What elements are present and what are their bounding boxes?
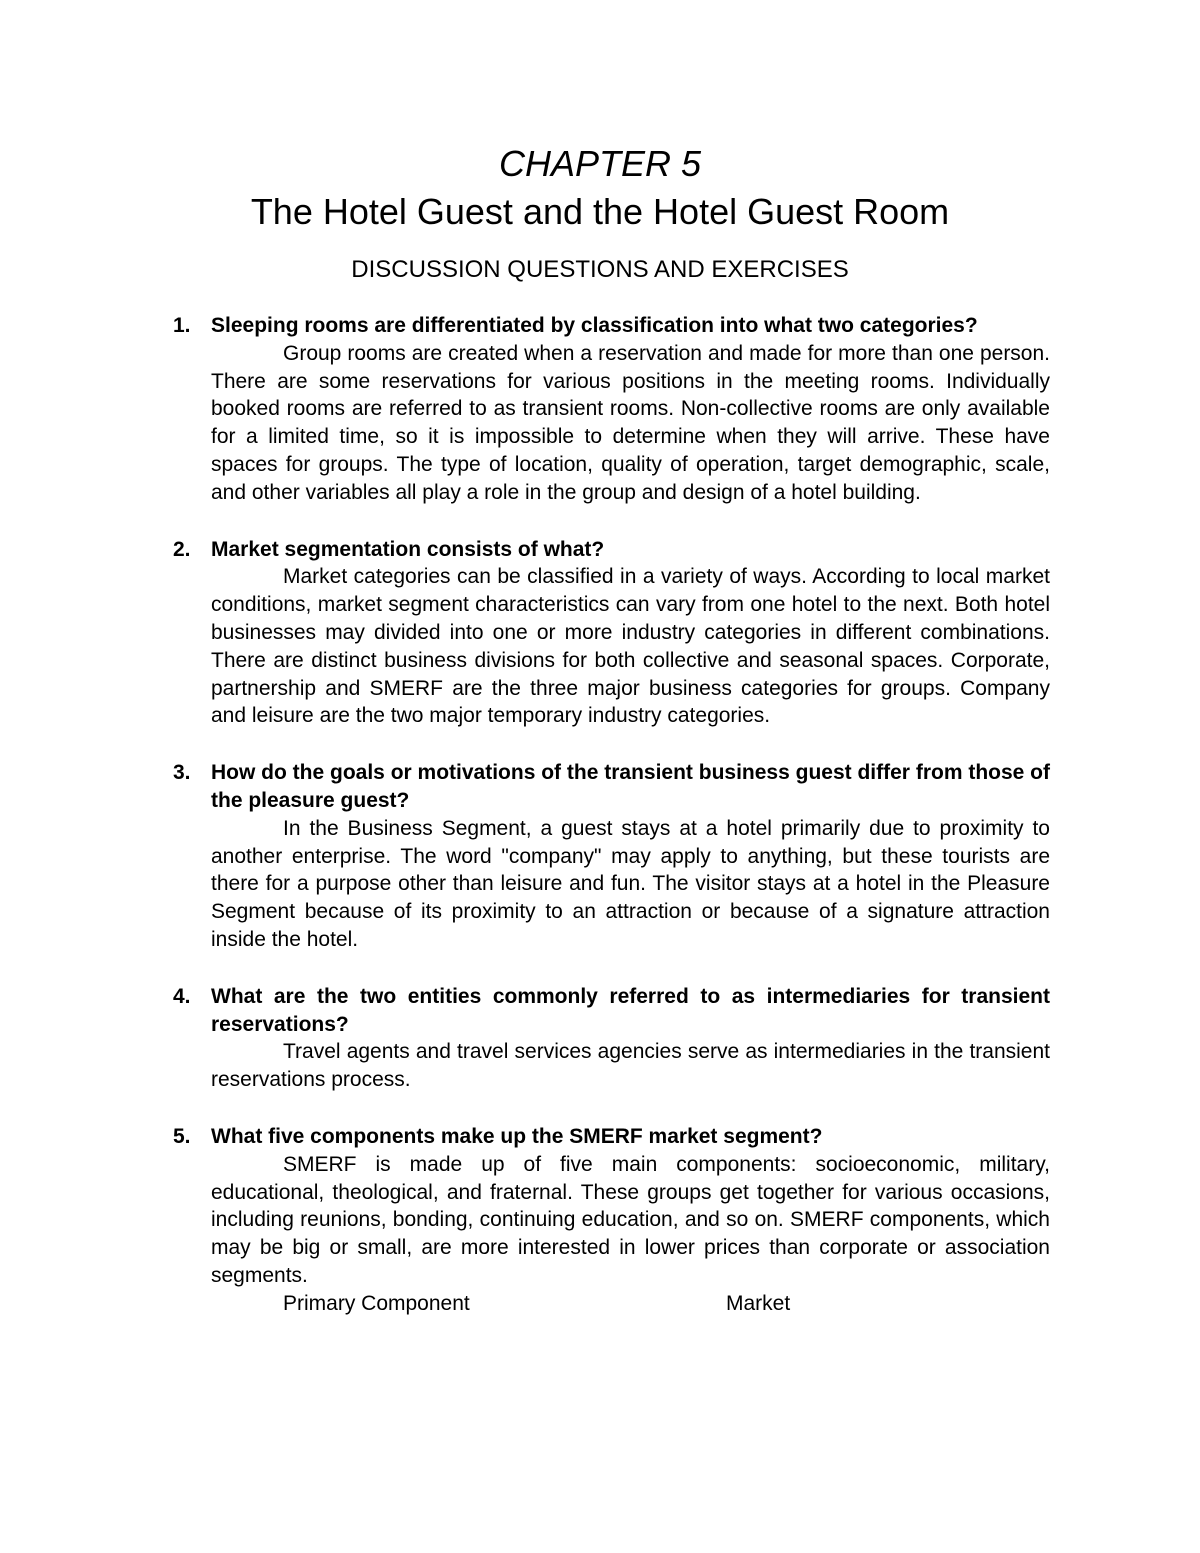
- chapter-title: The Hotel Guest and the Hotel Guest Room: [250, 191, 950, 232]
- question-text: What five components make up the SMERF market segment?: [211, 1124, 823, 1148]
- question-number: 3.: [173, 761, 191, 785]
- question-item: [173, 1123, 1050, 1318]
- question-text: What are the two entities commonly referred to as intermediaries for transient reservations?: [211, 984, 1050, 1036]
- chapter-heading: CHAPTER 5: [498, 143, 702, 184]
- answer-text: SMERF is made up of five main components: socioeconomic, military, educational, theological, and fraternal. These groups get together for various occasions, including reunions, bonding, continuing education, and so on. SMERF components, which may be big or small, are more interested in lower prices than corporate or association segments.: [211, 1152, 1050, 1287]
- market-header: Market: [726, 1291, 791, 1315]
- answer-text: Group rooms are created when a reservation and made for more than one person. There are some reservations for various positions in the meeting rooms. Individually booked rooms are referred to as transient rooms. Non-collective rooms are only available for a limited time, so it is impossible to determine when they will arrive. These have spaces for groups. The type of location, quality of operation, target demographic, scale, and other variables all play a role in the group and design of a hotel building.: [211, 341, 1050, 504]
- question-list: [173, 312, 1050, 1347]
- answer-text: Market categories can be classified in a variety of ways. According to local market conditions, market segment characteristics can vary from one hotel to the next. Both hotel businesses may divided into one or more industry categories in different combinations. There are distinct business divisions for both collective and seasonal spaces. Corporate, partnership and SMERF are the three major business categories for groups. Company and leisure are the two major temporary industry categories.: [211, 565, 1050, 728]
- primary-component-header: Primary Component: [283, 1291, 470, 1315]
- question-number: 1.: [173, 314, 191, 337]
- component-table-header: [211, 1290, 1050, 1318]
- question-number: 4.: [173, 984, 191, 1008]
- answer-text: Travel agents and travel services agencies serve as intermediaries in the transient reservations process.: [211, 1040, 1050, 1092]
- question-item: [173, 759, 1050, 954]
- question-number: 2.: [173, 537, 191, 561]
- question-item: [173, 312, 1050, 507]
- question-text: How do the goals or motivations of the transient business guest differ from those of the pleasure guest?: [211, 761, 1050, 812]
- question-text: Market segmentation consists of what?: [211, 537, 605, 561]
- answer-text: In the Business Segment, a guest stays at a hotel primarily due to proximity to another enterprise. The word "company" may apply to anything, but these tourists are there for a purpose other than leisure and fun. The visitor stays at a hotel in the Pleasure Segment because of its proximity to an attraction or because of a signature attraction inside the hotel.: [211, 816, 1050, 951]
- question-number: 5.: [173, 1124, 191, 1148]
- question-text: Sleeping rooms are differentiated by classification into what two categories?: [211, 314, 978, 337]
- question-item: [173, 536, 1050, 731]
- question-item: [173, 983, 1050, 1094]
- section-subtitle: DISCUSSION QUESTIONS AND EXERCISES: [351, 256, 849, 283]
